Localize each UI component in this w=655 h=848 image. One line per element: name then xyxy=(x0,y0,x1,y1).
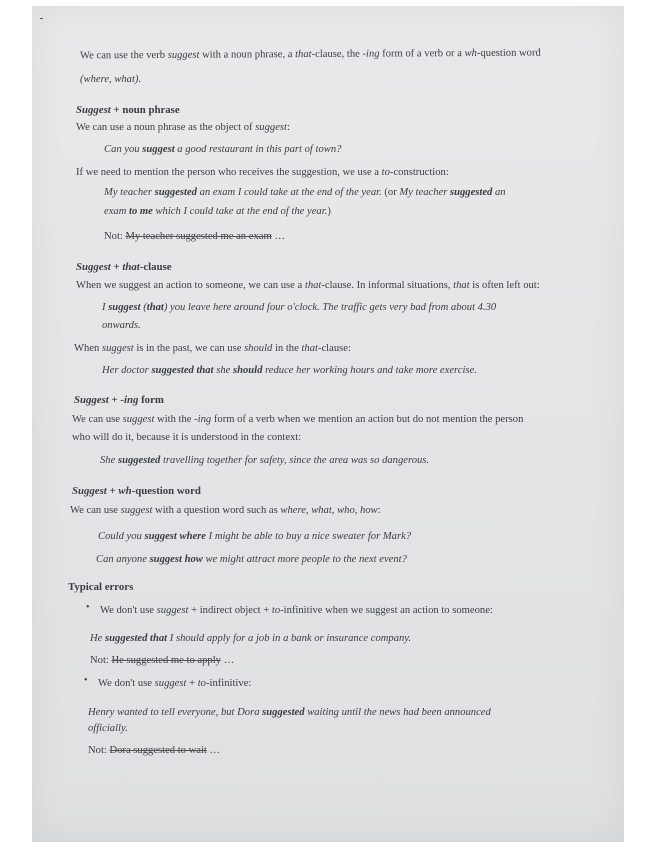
bullet-icon: • xyxy=(84,675,88,686)
s2-text-2: When suggest is in the past, we can use should in the that-clause: xyxy=(74,343,351,354)
heading-typical-errors: Typical errors xyxy=(68,581,134,593)
s2-example-2: Her doctor suggested that she should reduce her working hours and take more exercise. xyxy=(102,365,477,376)
s1-text-1: We can use a noun phrase as the object of suggest: xyxy=(76,122,290,133)
s5-not-example-1: Not: He suggested me to apply … xyxy=(90,655,235,666)
s2-example-1b: onwards. xyxy=(102,320,141,331)
intro-line-1: We can use the verb suggest with a noun phrase, a that-clause, the -ing form of a verb or a wh-question word xyxy=(79,47,541,62)
heading-noun-phrase: Suggest + noun phrase xyxy=(76,104,180,116)
s2-text-1: When we suggest an action to someone, we can use a that-clause. In informal situations, that is often left out: xyxy=(76,280,540,291)
heading-that-clause: Suggest + that-clause xyxy=(76,261,172,273)
s3-text-2: who will do it, because it is understood in the context: xyxy=(72,432,302,443)
s1-example-2a: My teacher suggested an exam I could take at the end of the year. (or My teacher suggested an xyxy=(104,187,506,198)
s1-text-2: If we need to mention the person who receives the suggestion, we use a to-construction: xyxy=(76,167,449,178)
heading-ing-form: Suggest + -ing form xyxy=(74,394,164,406)
intro-line-2: (where, what). xyxy=(80,74,142,85)
s1-example-2b: exam to me which I could take at the end of the year.) xyxy=(104,206,331,217)
s5-bullet-2: We don't use suggest + to-infinitive: xyxy=(98,678,252,689)
s4-example-1: Could you suggest where I might be able to buy a nice sweater for Mark? xyxy=(98,531,412,542)
bullet-icon: • xyxy=(86,602,90,613)
s5-bullet-1: We don't use suggest + indirect object + to-infinitive when we suggest an action to someone: xyxy=(100,605,493,616)
s5-example-2b: officially. xyxy=(88,723,128,734)
grammar-notes xyxy=(32,6,624,842)
s4-example-2: Can anyone suggest how we might attract more people to the next event? xyxy=(96,554,407,565)
s5-example-1: He suggested that I should apply for a job in a bank or insurance company. xyxy=(90,633,412,644)
s1-example-1: Can you suggest a good restaurant in this part of town? xyxy=(104,144,342,155)
s4-text-1: We can use suggest with a question word such as where, what, who, how: xyxy=(70,505,381,516)
scanned-page xyxy=(32,6,624,842)
s5-not-example-2: Not: Dora suggested to wait … xyxy=(88,745,221,756)
s1-not-example: Not: My teacher suggested me an exam … xyxy=(104,231,285,242)
s3-example-1: She suggested travelling together for safety, since the area was so dangerous. xyxy=(100,455,430,466)
heading-wh-question: Suggest + wh-question word xyxy=(72,485,201,497)
s3-text-1: We can use suggest with the -ing form of a verb when we mention an action but do not mention the person xyxy=(72,414,524,425)
s2-example-1a: I suggest (that) you leave here around four o'clock. The traffic gets very bad from about 4.30 xyxy=(102,302,497,313)
s5-example-2a: Henry wanted to tell everyone, but Dora suggested waiting until the news had been announced xyxy=(88,707,491,718)
